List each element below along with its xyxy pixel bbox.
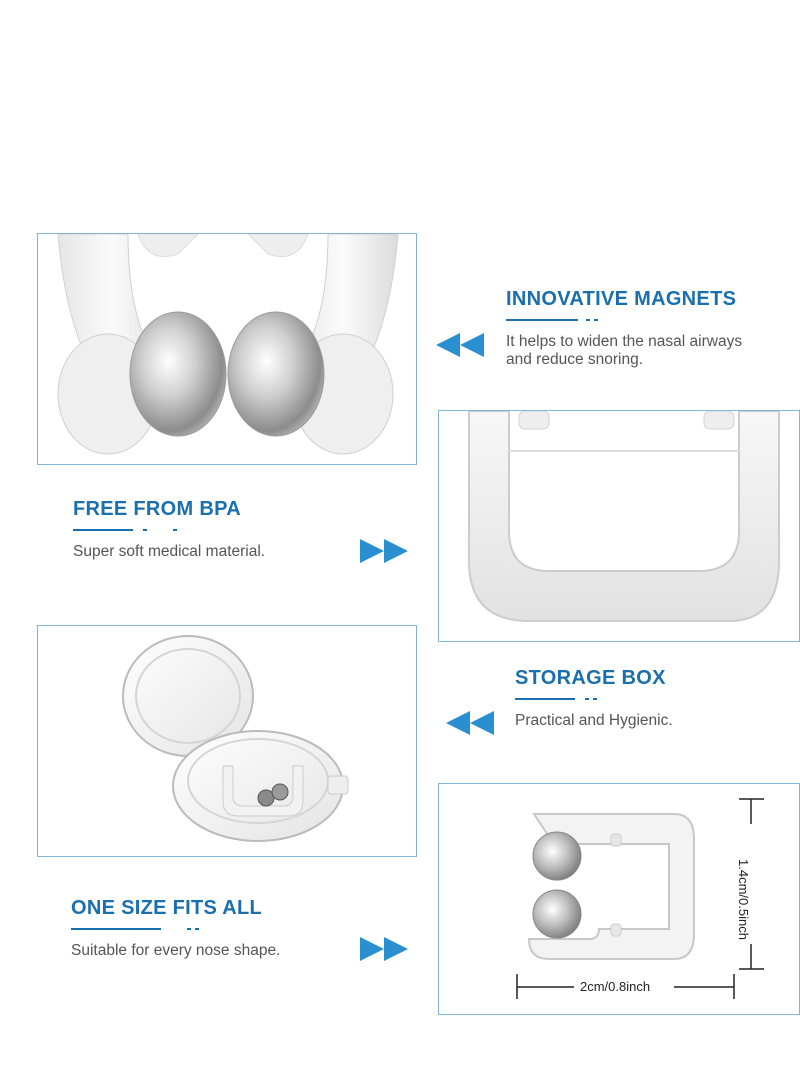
feature-description-line-1: Super soft medical material. bbox=[73, 543, 266, 560]
feature-description-line-1: Practical and Hygienic. bbox=[515, 712, 673, 729]
feature-title: ONE SIZE FITS ALL bbox=[71, 897, 263, 919]
magnets-image-panel bbox=[37, 233, 417, 465]
storage-box-illustration bbox=[38, 626, 417, 857]
height-dimension-label: 1.4cm/0.5inch bbox=[735, 859, 751, 940]
width-dimension-label: 2cm/0.8inch bbox=[580, 979, 651, 994]
magnets-closeup-illustration bbox=[38, 234, 417, 465]
feature-free-from-bpa bbox=[73, 498, 265, 561]
double-arrow-right-icon bbox=[360, 539, 410, 563]
silicone-frame-illustration bbox=[439, 411, 800, 642]
feature-description-line-2: and reduce snoring. bbox=[506, 351, 644, 368]
feature-title: INNOVATIVE MAGNETS bbox=[506, 288, 737, 310]
title-underline bbox=[515, 696, 673, 702]
frame-image-panel bbox=[438, 410, 800, 642]
feature-description-line-1: It helps to widen the nasal airways bbox=[506, 333, 743, 350]
title-underline bbox=[71, 926, 280, 932]
feature-storage-box bbox=[515, 667, 673, 730]
storage-box-image-panel bbox=[37, 625, 417, 857]
feature-innovative-magnets bbox=[506, 288, 742, 369]
feature-title: FREE FROM BPA bbox=[73, 498, 241, 520]
title-underline bbox=[506, 317, 742, 323]
feature-one-size-fits-all bbox=[71, 897, 280, 960]
title-underline bbox=[73, 527, 265, 533]
double-arrow-right-icon bbox=[360, 937, 410, 961]
double-arrow-left-icon bbox=[446, 711, 496, 735]
double-arrow-left-icon bbox=[436, 333, 486, 357]
feature-title: STORAGE BOX bbox=[515, 667, 666, 689]
feature-description-line-1: Suitable for every nose shape. bbox=[71, 942, 281, 959]
